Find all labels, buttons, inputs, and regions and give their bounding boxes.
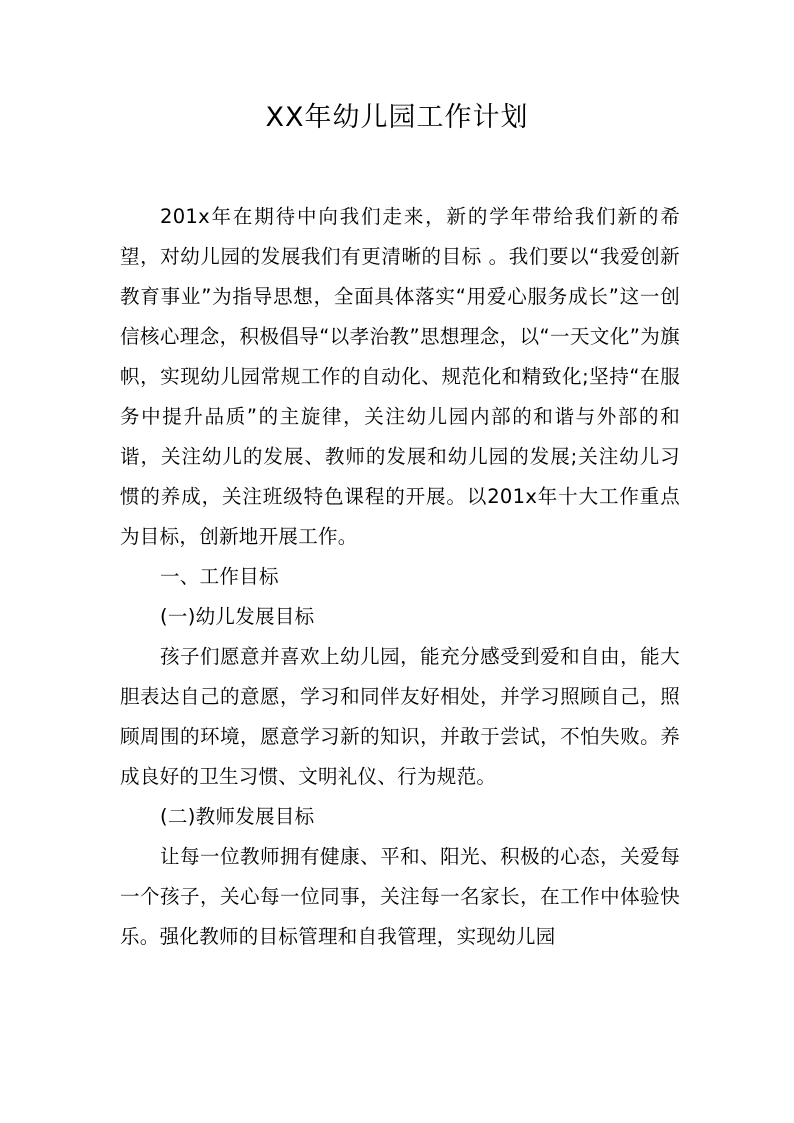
intro-paragraph: 201x年在期待中向我们走来，新的学年带给我们新的希望，对幼儿园的发展我们有更清晰的目标 。我们要以“我爱创新教育事业”为指导思想，全面具体落实“用爱心服务成长”这一创信核心理念，积极倡导“以孝治教”思想理念，以“一天文化”为旗帜，实现幼儿园常规工作的自动化、规范化和精致化;坚持“在服务中提升品质”的主旋律，关注幼儿园内部的和谐与外部的和谐，关注幼儿的发展、教师的发展和幼儿园的发展;关注幼儿习惯的养成，关注班级特色课程的开展。以201x年十大工作重点为目标，创新地开展工作。 (120, 205, 680, 548)
section-heading-work-goals: 一、工作目标 (160, 565, 279, 588)
subsection-heading-child-goals: (一)幼儿发展目标 (160, 605, 315, 628)
document-title: XX年幼儿园工作计划 (265, 102, 529, 133)
child-goals-paragraph: 孩子们愿意并喜欢上幼儿园，能充分感受到爱和自由，能大胆表达自己的意愿，学习和同伴友好相处，并学习照顾自己，照顾周围的环境，愿意学习新的知识，并敢于尝试，不怕失败。养成良好的卫生习惯、文明礼仪、行为规范。 (120, 645, 680, 788)
document-body (120, 197, 680, 957)
teacher-goals-paragraph: 让每一位教师拥有健康、平和、阳光、积极的心态，关爱每一个孩子，关心每一位同事，关注每一名家长，在工作中体验快乐。强化教师的目标管理和自我管理，实现幼儿园 (120, 845, 680, 948)
subsection-heading-teacher-goals: (二)教师发展目标 (160, 805, 315, 828)
